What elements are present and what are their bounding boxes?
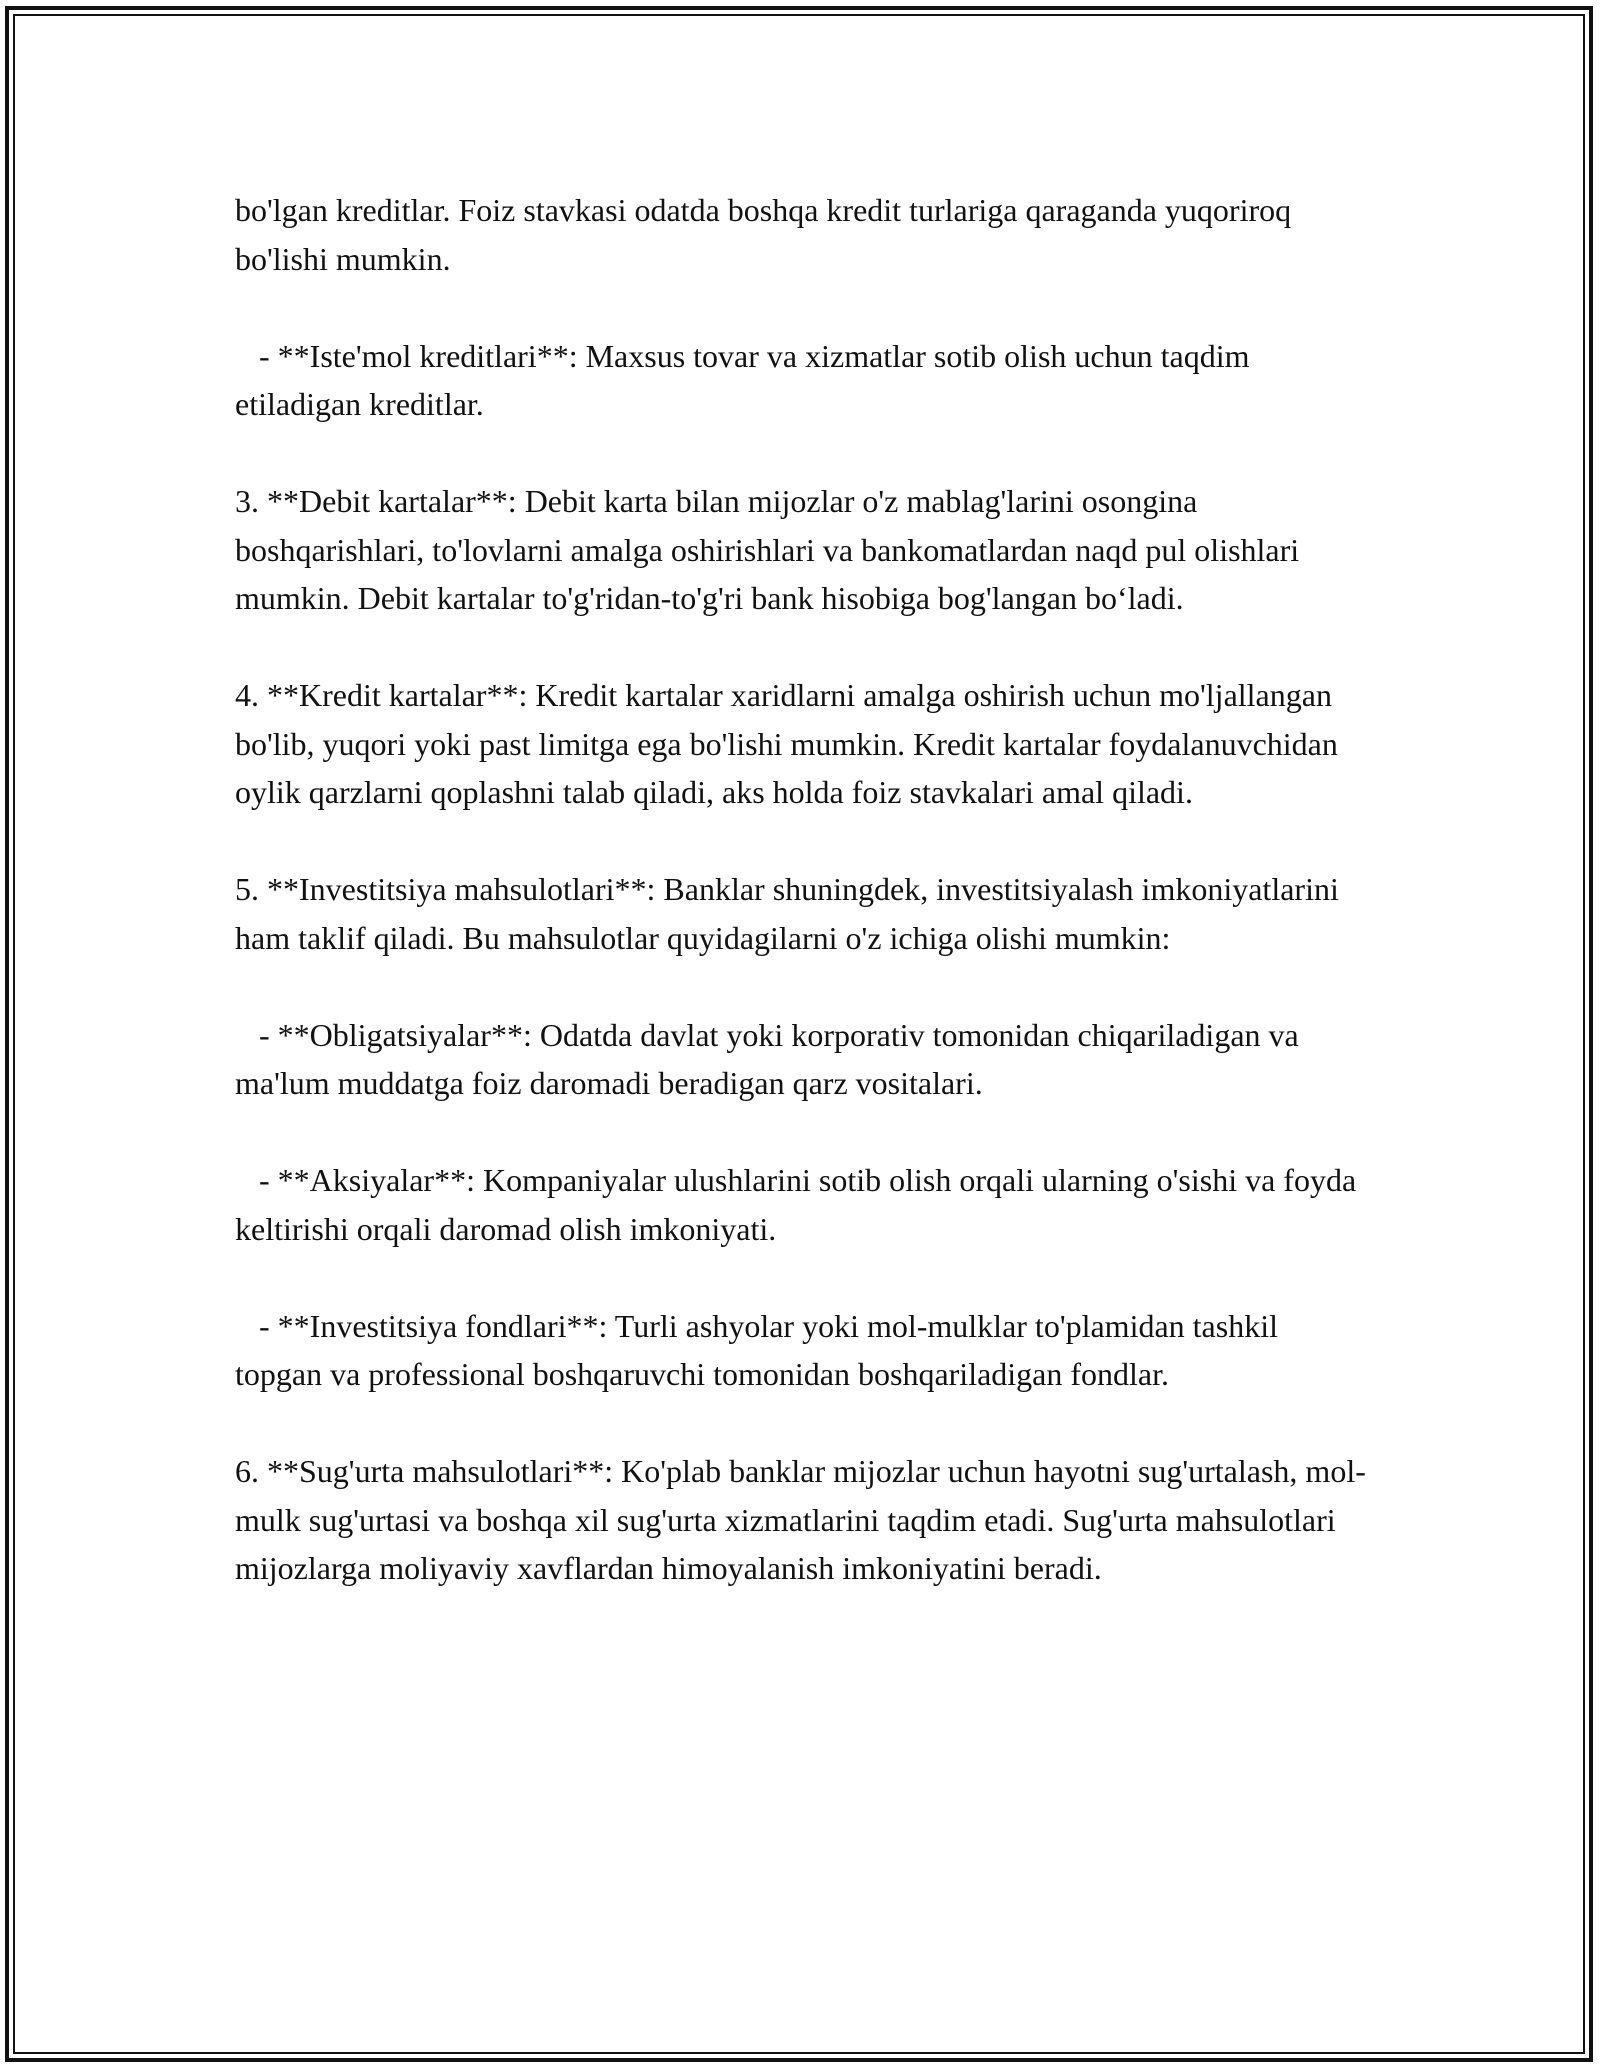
paragraph-credit-continuation: bo'lgan kreditlar. Foiz stavkasi odatda boshqa kredit turlariga qaraganda yuqoriroq bo'lishi mumkin. xyxy=(235,192,1292,277)
paragraph-stocks: - **Aksiyalar**: Kompaniyalar ulushlarini sotib olish orqali ularning o'sishi va foyda keltirishi orqali daromad olish imkoniyati. xyxy=(235,1162,1357,1247)
paragraph-consumer-credits: - **Iste'mol kreditlari**: Maxsus tovar va xizmatlar sotib olish uchun taqdim etiladigan kreditlar. xyxy=(235,337,1250,422)
paragraph-investment-funds: - **Investitsiya fondlari**: Turli ashyolar yoki mol-mulklar to'plamidan tashkil topgan va professional boshqaruvchi tomonidan boshqariladigan fondlar. xyxy=(235,1307,1278,1392)
paragraph-credit-cards: 4. **Kredit kartalar**: Kredit kartalar xaridlarni amalga oshirish uchun mo'ljallangan bo'lib, yuqori yoki past limitga ega bo'lishi mumkin. Kredit kartalar foydalanuvchidan oylik qarzlarni qoplashni talab qiladi, aks holda foiz stavkalari amal qiladi. xyxy=(235,677,1338,810)
document-body xyxy=(235,186,1370,1593)
paragraph-debit-cards: 3. **Debit kartalar**: Debit karta bilan mijozlar o'z mablag'larini osongina boshqarishlari, to'lovlarni amalga oshirishlari va bankomatlardan naqd pul olishlari mumkin. Debit kartalar to'g'ridan-to'g'ri bank hisobiga bog'langan bo‘ladi. xyxy=(235,483,1300,616)
paragraph-insurance-products: 6. **Sug'urta mahsulotlari**: Ko'plab banklar mijozlar uchun hayotni sug'urtalash, mol-mulk sug'urtasi va boshqa xil sug'urta xizmatlarini taqdim etadi. Sug'urta mahsulotlari mijozlarga moliyaviy xavflardan himoyalanish imkoniyatini beradi. xyxy=(235,1453,1366,1586)
paragraph-investment-products: 5. **Investitsiya mahsulotlari**: Banklar shuningdek, investitsiyalash imkoniyatlarini ham taklif qiladi. Bu mahsulotlar quyidagilarni o'z ichiga olishi mumkin: xyxy=(235,871,1339,956)
paragraph-bonds: - **Obligatsiyalar**: Odatda davlat yoki korporativ tomonidan chiqariladigan va ma'lum muddatga foiz daromadi beradigan qarz vositalari. xyxy=(235,1016,1299,1101)
